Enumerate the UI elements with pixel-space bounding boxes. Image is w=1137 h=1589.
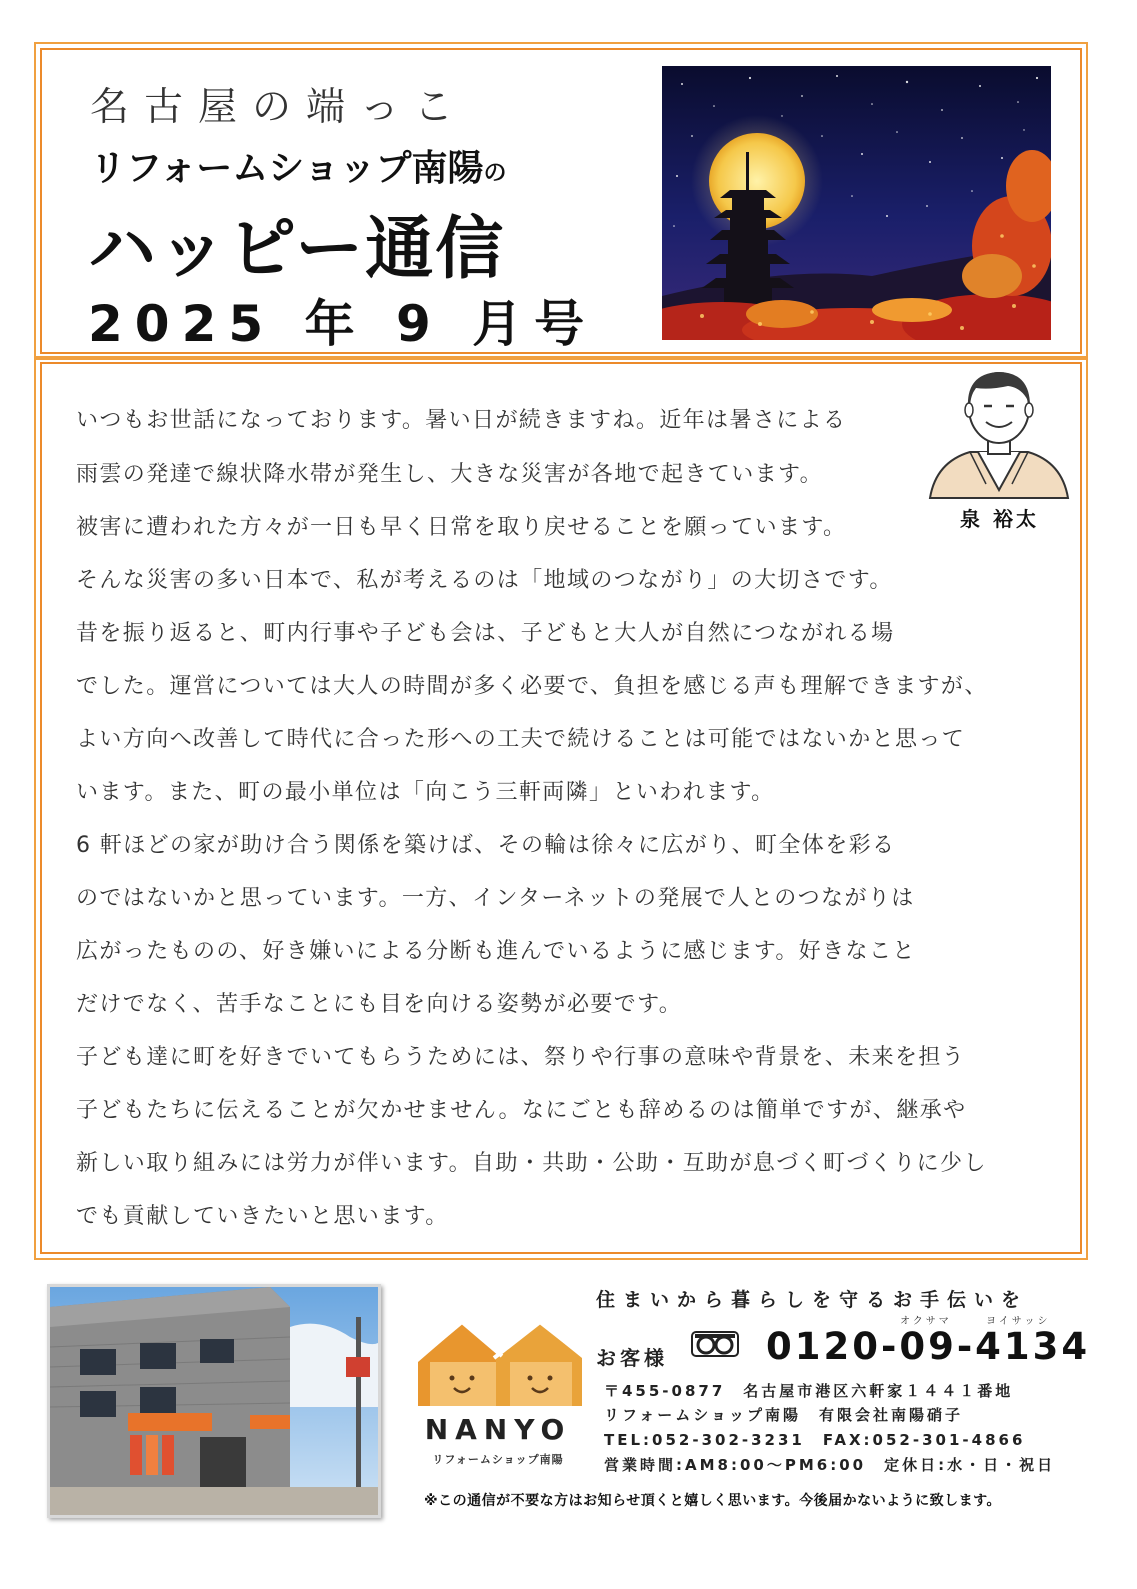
- body-line: でした。運営については大人の時間が多く必要で、負担を感じる声も理解できますが、: [76, 674, 988, 699]
- body-line: 6 軒ほどの家が助け合う関係を築けば、その輪は徐々に広がり、町全体を彩る: [76, 833, 896, 858]
- body-line: 昔を振り返ると、町内行事や子ども会は、子どもと大人が自然につながれる場: [76, 621, 895, 646]
- shop-name: リフォームショップ南陽: [90, 148, 484, 189]
- issue-date: 2025 年 9 月号: [88, 295, 597, 353]
- phone-reading-left: オクサマ: [900, 1316, 952, 1327]
- body-line: います。また、町の最小単位は「向こう三軒両隣」といわれます。: [76, 780, 775, 805]
- business-hours: 営業時間:AM8:00～PM6:00 定休日:水・日・祝日: [604, 1456, 1056, 1474]
- logo-wordmark: NANYO: [424, 1413, 572, 1446]
- body-line: 子ども達に町を好きでいてもらうためには、祭りや行事の意味や背景を、未来を担う: [76, 1045, 966, 1070]
- phone-number[interactable]: 0120-09-4134: [766, 1325, 1091, 1368]
- company-name: リフォームショップ南陽 有限会社南陽硝子: [604, 1406, 963, 1424]
- unsubscribe-notice: ※この通信が不要な方はお知らせ頂くと嬉しく思います。今後届かないように致します。: [424, 1493, 1001, 1509]
- body-line: でも貢献していきたいと思います。: [76, 1204, 449, 1229]
- body-line: のではないかと思っています。一方、インターネットの発展で人とのつながりは: [76, 886, 915, 911]
- storefront-photo: [47, 1284, 381, 1518]
- logo-subtext: リフォームショップ南陽: [432, 1453, 564, 1466]
- body-line: そんな災害の多い日本で、私が考えるのは「地域のつながり」の大切さです。: [76, 568, 893, 593]
- freedial-icon: [691, 1330, 739, 1358]
- body-line: 新しい取り組みには労力が伴います。自助・共助・公助・互助が息づく町づくりに少し: [76, 1151, 987, 1176]
- shop-name-particle: の: [483, 160, 507, 186]
- newsletter-title: ハッピー通信: [88, 210, 506, 289]
- address: 〒455-0877 名古屋市港区六軒家１４４１番地: [604, 1382, 1014, 1400]
- hero-image: [662, 66, 1051, 340]
- body-line: よい方向へ改善して時代に合った形への工夫で続けることは可能ではないかと思って: [76, 727, 966, 752]
- phone-reading-right: ヨイサッシ: [986, 1316, 1051, 1327]
- tagline: 住まいから暮らしを守るお手伝いを: [596, 1289, 1029, 1311]
- body-line: 被害に遭われた方々が一日も早く日常を取り戻せることを願っています。: [76, 515, 847, 540]
- body-line: 子どもたちに伝えることが欠かせません。なにごとも辞めるのは簡単ですが、継承や: [76, 1098, 967, 1123]
- body-line: 雨雲の発達で線状降水帯が発生し、大きな災害が各地で起きています。: [76, 462, 824, 487]
- body-line: いつもお世話になっております。暑い日が続きますね。近年は暑さによる: [76, 408, 847, 433]
- newsletter-subtitle: 名古屋の端っこ: [90, 85, 469, 130]
- tel-fax: TEL:052-302-3231 FAX:052-301-4866: [604, 1431, 1026, 1449]
- author-name: 泉 裕太: [960, 507, 1039, 531]
- shop-name-line: [90, 140, 506, 191]
- body-line: 広がったものの、好き嫌いによる分断も進んでいるように感じます。好きなこと: [76, 939, 916, 964]
- body-line: だけでなく、苦手なことにも目を向ける姿勢が必要です。: [76, 992, 683, 1017]
- customer-label: お客様: [596, 1346, 668, 1370]
